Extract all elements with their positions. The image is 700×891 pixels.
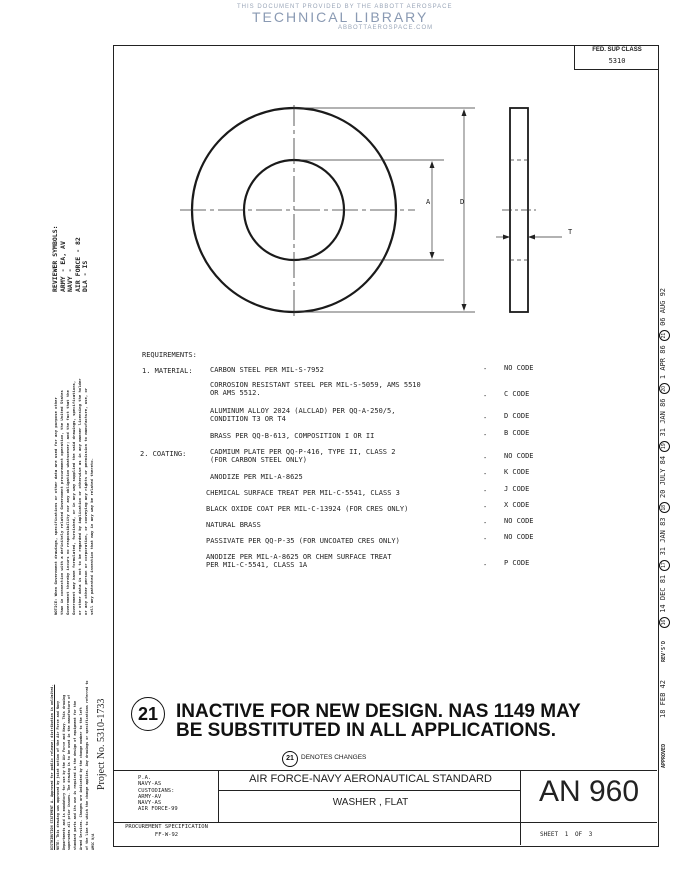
sheet-info (540, 831, 592, 838)
dimension-label-d: D (460, 198, 465, 206)
change-number-circle: 21 (131, 697, 165, 731)
revision-entry: 16 14 DEC 81 (659, 575, 667, 628)
revision-entry: 20 1 APR 86 (659, 345, 667, 394)
reviewer-symbols-block (52, 225, 90, 292)
coating-item-cont: PER MIL-C-5541, CLASS 1A (206, 561, 308, 569)
header-library-title: TECHNICAL LIBRARY (252, 9, 429, 25)
custodian-line: NAVY-AS (138, 800, 162, 807)
notice-line: Government thereby incurs no responsibility nor any obligation whatsoever; and the fact that the (65, 390, 70, 615)
washer-drawing (170, 105, 590, 320)
distribution-line: NOTE: This drawing was approved by joint action of the Air Force and Navy (55, 700, 60, 850)
header-provided-by: THIS DOCUMENT PROVIDED BY THE ABBOTT AEROSPACE (237, 4, 453, 10)
fed-sup-class-value: 5310 (608, 57, 626, 65)
leader-dash: - (483, 519, 488, 527)
revision-entry: 21 06 AUG 92 (659, 288, 667, 341)
reviewer-line: ARMY - EA, AV (58, 241, 67, 292)
coating-code: NO CODE (504, 533, 534, 541)
material-code: B CODE (504, 429, 530, 437)
reviewer-line: NAVY - (66, 268, 74, 292)
revision-entry: 17 31 JAN 83 (659, 517, 667, 570)
coating-code: NO CODE (504, 452, 534, 460)
leader-dash: - (483, 535, 488, 543)
revision-entry: 19 31 JAN 86 (659, 399, 667, 452)
custodian-line: AIR FORCE-99 (138, 806, 178, 813)
fed-sup-class-label: FED. SUP CLASS (592, 47, 642, 53)
coating-item: NATURAL BRASS (206, 521, 261, 529)
standard-number: AN 960 (538, 775, 640, 808)
revision-entry: 18 20 JULY 84 (659, 456, 667, 513)
coating-code: NO CODE (504, 517, 534, 525)
coating-item: CHEMICAL SURFACE TREAT PER MIL-C-5541, CLASS 3 (206, 489, 400, 497)
distribution-line: DISTRIBUTION STATEMENT A. Approved for public release; distribution is unlimited. (50, 684, 54, 850)
material-item: CARBON STEEL PER MIL-S-7952 (210, 366, 324, 374)
distribution-line: Armed Services. Changes are indicated by the change number to the left (78, 707, 83, 850)
leader-dash: - (483, 470, 488, 478)
leader-dash: - (483, 454, 488, 462)
leader-dash: - (483, 365, 488, 373)
revision-num-circle: 17 (659, 560, 670, 571)
coating-item: CADMIUM PLATE PER QQ-P-416, TYPE II, CLASS 2 (210, 448, 396, 456)
approved-date: 18 FEB 42 (659, 680, 667, 718)
notice-line: or any other person or corporation, or conveying any rights or permission to manufacture, use, or (83, 387, 88, 615)
revision-list (659, 288, 670, 628)
dimension-label-t: T (568, 228, 573, 236)
leader-dash: - (483, 392, 488, 400)
distribution-line: AMSC N/A (90, 833, 95, 850)
revision-num-circle: 20 (659, 383, 670, 394)
revision-num-circle: 18 (659, 502, 670, 513)
change-legend-circle: 21 (282, 751, 298, 767)
notice-line: NOTICE: When Government drawings, specifications or other data are used for any purpose other (53, 397, 58, 615)
sheet-number: 1 (564, 831, 569, 838)
notice-line: than in connection with a definitely related Government procurement operation, the United States (59, 390, 64, 615)
procurement-value: FF-W-92 (154, 832, 179, 838)
leader-dash: - (483, 503, 488, 511)
reviewer-line: DLA - IS (81, 260, 89, 292)
material-item: CORROSION RESISTANT STEEL PER MIL-S-5059, AMS 5510 (210, 381, 421, 389)
custodian-line: P.A. (138, 775, 152, 781)
coating-item-cont: (FOR CARBON STEEL ONLY) (210, 456, 307, 464)
change-legend-text: DENOTES CHANGES (301, 754, 367, 761)
coating-item: BLACK OXIDE COAT PER MIL-C-13924 (FOR CRES ONLY) (206, 505, 409, 513)
procurement-label: PROCUREMENT SPECIFICATION (125, 824, 208, 830)
distribution-line: standard parts and its use is required in the design of equipment for the (73, 700, 78, 850)
coating-item: PASSIVATE PER QQ-P-35 (FOR UNCOATED CRES ONLY) (206, 537, 400, 545)
sheet-of: OF (574, 831, 583, 838)
material-item: BRASS PER QQ-B-613, COMPOSITION I OR II (210, 432, 375, 440)
coating-code: P CODE (504, 559, 530, 567)
sheet-total: 3 (588, 831, 593, 838)
coating-code: J CODE (504, 485, 530, 493)
coating-code: K CODE (504, 468, 530, 476)
dimension-label-a: A (426, 198, 431, 206)
custodian-line: NAVY-AS (138, 781, 162, 788)
custodian-line: CUSTODIANS: (138, 787, 175, 794)
distribution-line: Departments and is mandatory for use by the Air Force and Navy. This drawing (61, 694, 66, 850)
notice-line: Government may have formulated, furnished, or in any way supplied the said drawings, specifications, (71, 380, 76, 615)
title-block (113, 770, 657, 845)
inactive-line-1: INACTIVE FOR NEW DESIGN. NAS 1149 MAY (176, 701, 581, 722)
inactive-line-2: BE SUBSTITUTED IN ALL APPLICATIONS. (176, 720, 557, 741)
revised-label: REV'S'D (661, 640, 667, 662)
coating-item: ANODIZE PER MIL-A-8625 (210, 473, 303, 481)
header-site: ABBOTTAEROSPACE.COM (338, 25, 434, 31)
leader-dash: - (483, 414, 488, 422)
material-code: C CODE (504, 390, 530, 398)
fed-sup-class-box (574, 45, 659, 70)
notice-line: or other data is not to be regarded by implication or otherwise as in any manner licensing the holder (77, 378, 82, 615)
part-title: WASHER , FLAT (332, 797, 409, 808)
revision-num-circle: 16 (659, 617, 670, 628)
coating-label: 2. COATING: (140, 450, 187, 458)
distribution-line: supersedes all prior issues. The drawing is to be used in the manufacture of (67, 694, 72, 850)
requirements-title: REQUIREMENTS: (142, 351, 197, 359)
coating-code: X CODE (504, 501, 530, 509)
distribution-line: of the line to which the change applies. Any drawings or specifications referred to (84, 680, 89, 850)
leader-dash: - (483, 561, 488, 569)
reviewer-title: REVIEWER SYMBOLS: (51, 225, 59, 292)
notice-line: sell any patented invention that may in any way be related thereto. (89, 458, 94, 615)
revision-num-circle: 19 (659, 441, 670, 452)
leader-dash: - (483, 487, 488, 495)
coating-item: ANODIZE PER MIL-A-8625 OR CHEM SURFACE TREAT (206, 553, 392, 561)
material-label: 1. MATERIAL: (142, 367, 193, 375)
material-code: D CODE (504, 412, 530, 420)
material-code: NO CODE (504, 364, 534, 372)
custodians-block (138, 775, 178, 813)
custodian-line: ARMY-AV (138, 793, 162, 800)
material-item-cont: OR AMS 5512. (210, 389, 261, 397)
notice-block (53, 378, 95, 615)
approved-label: APPROVED (661, 743, 667, 768)
revision-num-circle: 21 (659, 330, 670, 341)
sheet-label: SHEET (540, 831, 559, 838)
leader-dash: - (483, 431, 488, 439)
material-item-cont: CONDITION T3 OR T4 (210, 415, 286, 423)
reviewer-line: AIR FORCE - 82 (73, 237, 82, 292)
project-number: Project No. 5310-1733 (96, 698, 107, 790)
distribution-block (50, 681, 96, 850)
material-item: ALUMINUM ALLOY 2024 (ALCLAD) PER QQ-A-250/5, (210, 407, 396, 415)
standard-title: AIR FORCE-NAVY AERONAUTICAL STANDARD (249, 773, 492, 785)
